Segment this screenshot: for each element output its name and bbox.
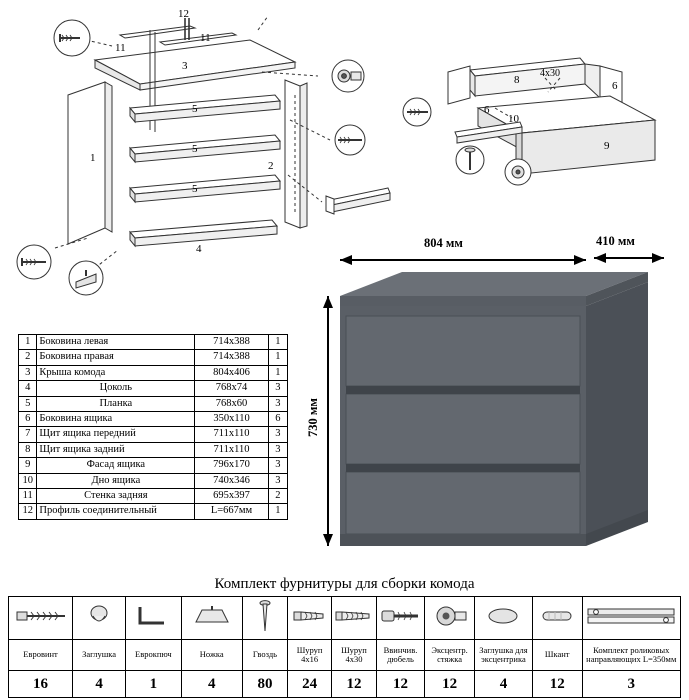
part-qty: 1 [268,335,287,350]
part-qty: 3 [268,473,287,488]
part-index: 9 [19,458,37,473]
part-dim: 740х346 [195,473,269,488]
kit-item-count: 12 [532,671,582,698]
table-row [19,350,288,365]
callout-2: 2 [268,160,274,172]
part-name: Щит ящика передний [37,427,195,442]
cam-lock-icon [425,597,475,640]
part-name: Планка [37,396,195,411]
parts-list-table [18,334,288,520]
kit-item-count: 4 [475,671,533,698]
part-dim: 714х388 [195,350,269,365]
finished-dresser-illustration [305,234,678,568]
part-name: Дно ящика [37,473,195,488]
table-row [19,335,288,350]
callout-3: 3 [182,60,188,72]
part-index: 6 [19,412,37,427]
table-row [19,442,288,457]
cam-cap-icon [475,597,533,640]
table-row [19,473,288,488]
part-index: 10 [19,473,37,488]
kit-item-count: 12 [425,671,475,698]
part-qty: 3 [268,427,287,442]
part-qty: 3 [268,442,287,457]
kit-item-count: 24 [287,671,331,698]
dresser-svg [318,248,678,568]
kit-item-name: Евровинт [9,640,73,671]
kit-item-count: 80 [242,671,287,698]
callout-10: 10 [508,113,519,125]
height-dimension-label: 730 мм [305,398,320,437]
callout-6-left: 6 [484,104,490,116]
table-row [19,427,288,442]
kit-item-name: Эксцентр. стяжка [425,640,475,671]
table-row [19,458,288,473]
kit-item-name: Гвоздь [242,640,287,671]
kit-item-count: 4 [73,671,126,698]
part-name: Щит ящика задний [37,442,195,457]
allen-key-icon [126,597,181,640]
part-qty: 3 [268,381,287,396]
part-index: 7 [19,427,37,442]
part-qty: 3 [268,396,287,411]
kit-icons-row [9,597,681,640]
kit-counts-row [9,671,681,698]
part-dim: 711х110 [195,427,269,442]
part-name: Крыша комода [37,365,195,380]
part-name: Фасад ящика [37,458,195,473]
part-qty: 1 [268,350,287,365]
part-dim: 350х110 [195,412,269,427]
table-row [19,489,288,504]
hardware-kit-title: Комплект фурнитуры для сборки комода [214,576,475,592]
part-dim: 768х74 [195,381,269,396]
nail-icon [242,597,287,640]
part-dim: L=667мм [195,504,269,519]
kit-item-count: 12 [376,671,424,698]
part-qty: 3 [268,458,287,473]
part-name: Боковина ящика [37,412,195,427]
dowel-screw-icon [376,597,424,640]
part-dim: 695х397 [195,489,269,504]
depth-dimension-label: 410 мм [596,234,635,248]
part-index: 5 [19,396,37,411]
part-index: 11 [19,489,37,504]
part-dim: 804х406 [195,365,269,380]
kit-item-count: 1 [126,671,181,698]
dowel-icon [532,597,582,640]
callout-9: 9 [604,140,610,152]
table-row [19,412,288,427]
kit-item-name: Шуруп 4х30 [332,640,377,671]
kit-item-name: Ввинчив. дюбель [376,640,424,671]
table-row [19,381,288,396]
callout-1: 1 [90,152,96,164]
table-row [19,396,288,411]
foot-icon [181,597,242,640]
part-dim: 796х170 [195,458,269,473]
callout-11-left: 11 [115,42,126,54]
part-dim: 768х60 [195,396,269,411]
kit-item-name: Комплект роликовых направляющих L=350мм [582,640,681,671]
table-row [19,504,288,519]
part-index: 4 [19,381,37,396]
table-row [19,365,288,380]
parts-list-body [19,335,288,520]
callout-12: 12 [178,8,189,20]
screw-4x30-icon [332,597,377,640]
kit-item-name: Заглушка [73,640,126,671]
part-dim: 711х110 [195,442,269,457]
callout-4: 4 [196,243,202,255]
kit-names-row [9,640,681,671]
kit-item-name: Заглушка для эксцентрика [475,640,533,671]
part-name: Стенка задняя [37,489,195,504]
kit-item-count: 16 [9,671,73,698]
width-dimension-label: 804 мм [424,236,463,250]
part-index: 3 [19,365,37,380]
kit-item-name: Ножка [181,640,242,671]
part-qty: 1 [268,365,287,380]
part-dim: 714х388 [195,335,269,350]
callout-5-bot: 5 [192,183,198,195]
part-qty: 6 [268,412,287,427]
kit-item-name: Шуруп 4х16 [287,640,331,671]
hardware-kit-table [8,596,681,698]
callout-11-right: 11 [200,32,211,44]
part-index: 12 [19,504,37,519]
part-qty: 1 [268,504,287,519]
cap-icon [73,597,126,640]
part-index: 8 [19,442,37,457]
part-index: 2 [19,350,37,365]
kit-item-count: 4 [181,671,242,698]
callout-5-mid: 5 [192,143,198,155]
part-name: Боковина правая [37,350,195,365]
callout-5-top: 5 [192,103,198,115]
kit-item-name: Шкант [532,640,582,671]
euroscrew-icon [9,597,73,640]
slide-rail-icon [582,597,681,640]
part-name: Боковина левая [37,335,195,350]
part-name: Цоколь [37,381,195,396]
callout-8: 8 [514,74,520,86]
part-index: 1 [19,335,37,350]
kit-item-name: Еврокпюч [126,640,181,671]
callout-6-right: 6 [612,80,618,92]
screw-4x16-icon [287,597,331,640]
callout-4x30: 4х30 [540,68,560,79]
part-name: Профиль соединительный [37,504,195,519]
kit-item-count: 3 [582,671,681,698]
part-qty: 2 [268,489,287,504]
kit-item-count: 12 [332,671,377,698]
